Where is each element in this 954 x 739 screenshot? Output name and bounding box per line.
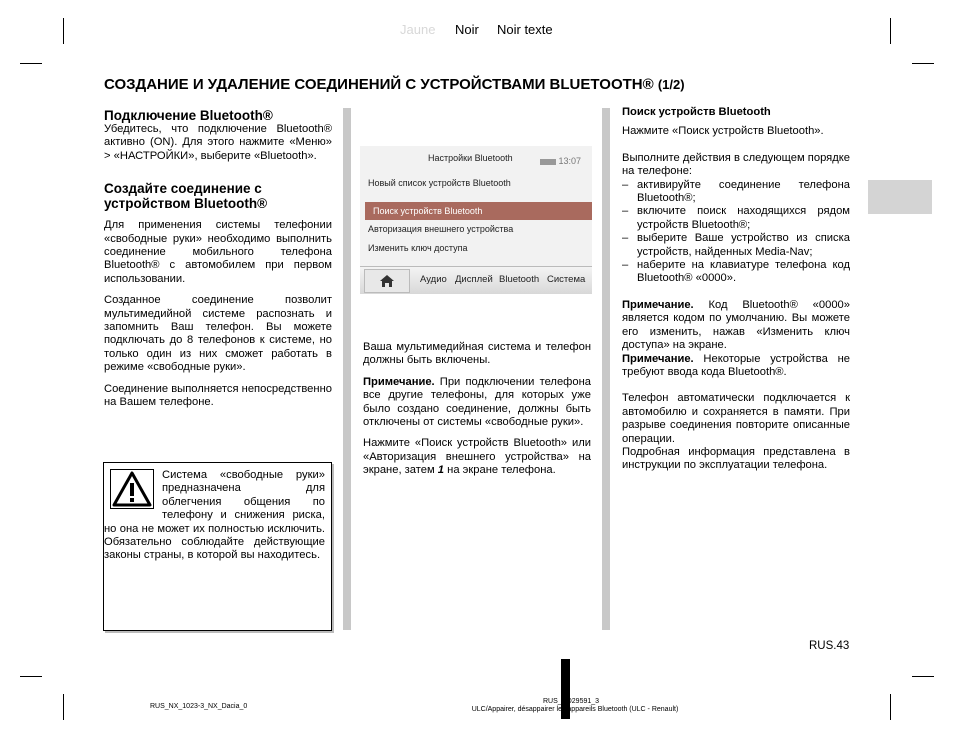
note-text: Код Bluetooth® «0000» является кодом по умолчанию. Вы можете его изменить, нажав «Изменить ключ доступа» на экране.	[622, 298, 850, 352]
paragraph-note-nocode	[622, 353, 850, 380]
paragraph-note	[363, 376, 591, 430]
status-time: 13:07	[558, 156, 582, 166]
press-text-a: Нажмите «Поиск устройств Bluetooth» или «Авторизация внешнего устройства» на экране, затем	[363, 437, 591, 477]
press-text-b: на экране телефона.	[444, 464, 556, 477]
menu-item-search[interactable]: Поиск устройств Bluetooth	[365, 202, 592, 220]
warning-box	[103, 462, 332, 631]
steps-list	[622, 179, 850, 286]
color-label-noir: Noir	[455, 22, 479, 37]
home-button[interactable]	[364, 269, 410, 293]
color-label-jaune: Jaune	[400, 22, 436, 37]
footer-section-ref	[465, 698, 685, 714]
paragraph-order: Выполните действия в следующем порядке на телефоне:	[622, 151, 850, 178]
menu-item-authorize[interactable]: Авторизация внешнего устройства	[368, 224, 514, 234]
screen-status	[540, 156, 581, 166]
crop-mark	[890, 18, 891, 44]
column-divider	[343, 108, 351, 630]
crop-mark	[890, 694, 891, 720]
list-item: – выберите Ваше устройство из списка устройств, найденных Media-Nav;	[622, 232, 850, 259]
heading-create	[104, 181, 332, 211]
paragraph-hands-free: Для применения системы телефонии «свободные руки» необходимо выполнить соединение мобильного телефона Bluetooth® с автомобилем при первом использовании.	[104, 219, 332, 285]
note-label: Примечание.	[622, 352, 694, 365]
page-title-main: СОЗДАНИЕ И УДАЛЕНИЕ СОЕДИНЕНИЙ С УСТРОЙСТВАМИ BLUETOOTH®	[104, 76, 654, 93]
note-text: Некоторые устройства не требуют ввода кода Bluetooth®.	[622, 352, 850, 378]
footer-ref-code: RUS_UD29591_3	[543, 698, 600, 705]
note-label: Примечание.	[622, 298, 694, 311]
list-item: – активируйте соединение телефона Bluetooth®;	[622, 179, 850, 206]
menu-item-new-list[interactable]: Новый список устройств Bluetooth	[368, 178, 511, 188]
column-left	[104, 108, 332, 418]
screen-title: Настройки Bluetooth	[428, 153, 513, 163]
heading-search: Поиск устройств Bluetooth	[622, 106, 771, 118]
tab-system[interactable]: Система	[547, 274, 586, 285]
note-label: Примечание.	[363, 375, 435, 388]
paragraph-memory: Созданное соединение позволит мультимедийной системе распознать и запомнить Ваш телефон. Вы можете подключать до 8 телефонов к системе, но только один из них сможет работать в режиме «свободные руки».	[104, 294, 332, 374]
column-right	[622, 106, 850, 481]
footer-doc-id: RUS_NX_1023-3_NX_Dacia_0	[150, 703, 248, 710]
footer-ref-title: ULC/Appairer, désappairer les appareils Bluetooth (ULC - Renault)	[471, 706, 679, 713]
color-label-noir-texte: Noir texte	[497, 22, 553, 37]
heading-connect: Подключение Bluetooth®	[104, 108, 273, 123]
tab-bluetooth[interactable]: Bluetooth	[499, 274, 540, 285]
paragraph-connect: Убедитесь, что подключение Bluetooth® активно (ON). Для этого нажмите «Меню» > «НАСТРОЙКИ», выберите «Bluetooth».	[104, 123, 332, 162]
note-text: При подключении телефона все другие телефоны, для которых уже было создано соединение, должны быть отключены от системы «свободные руки».	[363, 375, 591, 429]
crop-mark	[63, 18, 64, 44]
menu-item-change-key[interactable]: Изменить ключ доступа	[368, 243, 468, 253]
section-tab	[868, 180, 932, 214]
paragraph-on-phone: Соединение выполняется непосредственно на Вашем телефоне.	[104, 382, 332, 409]
warning-text: Система «свободные руки» предназначена для облегчения общения по телефону и снижения риска, но она не может их полностью исключить. Обязательно соблюдайте действующие законы страны, в которой вы находитесь.	[104, 469, 325, 562]
list-item: – наберите на клавиатуре телефона код Bluetooth® «0000».	[622, 259, 850, 286]
crop-mark	[912, 63, 934, 64]
paragraph-more-info: Подробная информация представлена в инструкции по эксплуатации телефона.	[622, 445, 850, 472]
heading-create-line1: Создайте соединение с	[104, 181, 262, 197]
list-item: – включите поиск находящихся рядом устройств Bluetooth®;	[622, 205, 850, 232]
paragraph-auto-connect: Телефон автоматически подключается к автомобилю и сохраняется в памяти. При разрыве соединения повторите описанные операции.	[622, 392, 850, 445]
paragraph-note-code	[622, 299, 850, 353]
home-icon	[380, 275, 394, 287]
heading-create-line2: устройством Bluetooth®	[104, 196, 268, 212]
tab-display[interactable]: Дисплей	[455, 274, 493, 285]
screen-tab-bar	[360, 266, 592, 294]
paragraph-press	[363, 437, 591, 477]
tab-audio[interactable]: Аудио	[420, 274, 447, 285]
crop-mark	[20, 63, 42, 64]
signal-icon	[540, 159, 556, 165]
paragraph-press-search: Нажмите «Поиск устройств Bluetooth».	[622, 125, 824, 138]
page-title-part: (1/2)	[657, 77, 685, 92]
paragraph-power-on: Ваша мультимедийная система и телефон должны быть включены.	[363, 341, 591, 367]
crop-mark	[912, 676, 934, 677]
step-number: 1	[437, 464, 445, 477]
page-number: RUS.43	[809, 640, 850, 652]
bluetooth-settings-screen	[360, 146, 592, 294]
page-title	[104, 76, 685, 93]
crop-mark	[63, 694, 64, 720]
crop-mark	[20, 676, 42, 677]
column-middle	[363, 341, 591, 486]
column-divider	[602, 108, 610, 630]
warning-icon	[110, 469, 154, 509]
